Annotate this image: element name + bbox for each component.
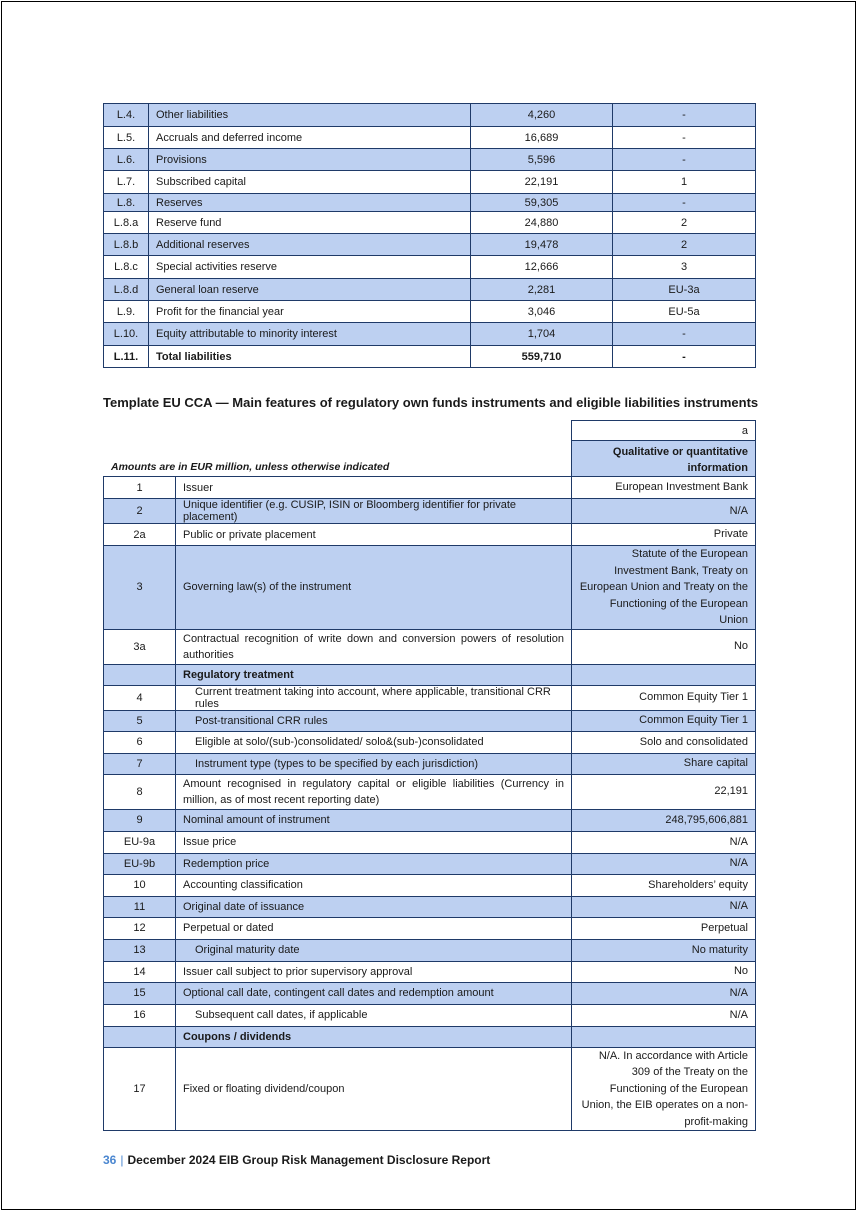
table-row xyxy=(104,301,756,323)
row-value: N/A xyxy=(572,1004,756,1026)
row-label: Instrument type (types to be specified by each jurisdiction) xyxy=(176,753,572,774)
row-value: N/A xyxy=(572,831,756,853)
row-value: Common Equity Tier 1 xyxy=(572,685,756,710)
column-letter: a xyxy=(571,420,756,441)
table-row xyxy=(104,279,756,301)
row-id: 17 xyxy=(104,1047,176,1131)
row-reference: 2 xyxy=(613,234,756,256)
table-row xyxy=(104,753,756,774)
table-row xyxy=(104,685,756,710)
row-label: Provisions xyxy=(149,149,471,171)
row-label: Current treatment taking into account, where applicable, transitional CRR rules xyxy=(176,685,572,710)
row-amount: 3,046 xyxy=(471,301,613,323)
row-amount: 559,710 xyxy=(471,346,613,368)
row-label: Issue price xyxy=(176,831,572,853)
row-label: Fixed or floating dividend/coupon xyxy=(176,1047,572,1131)
row-reference: - xyxy=(613,149,756,171)
row-label: Perpetual or dated xyxy=(176,917,572,939)
row-value: Statute of the European Investment Bank, Treaty on European Union and Treaty on the Functioning of the European Union xyxy=(572,546,756,630)
row-value: Shareholders’ equity xyxy=(572,874,756,896)
row-id: 13 xyxy=(104,939,176,961)
row-id: 11 xyxy=(104,896,176,917)
row-id: 5 xyxy=(104,710,176,731)
row-label: Public or private placement xyxy=(176,524,572,546)
row-id: 7 xyxy=(104,753,176,774)
row-value: 248,795,606,881 xyxy=(572,809,756,831)
table-row xyxy=(104,104,756,127)
row-value: No maturity xyxy=(572,939,756,961)
row-id: 4 xyxy=(104,685,176,710)
table-row xyxy=(104,256,756,279)
row-value: No xyxy=(572,961,756,982)
row-id: L.8.b xyxy=(104,234,149,256)
row-reference: - xyxy=(613,323,756,346)
page-footer xyxy=(103,1153,490,1167)
table-row xyxy=(104,1026,756,1047)
row-label: Profit for the financial year xyxy=(149,301,471,323)
row-value: N/A. In accordance with Article 309 of the Treaty on the Functioning of the European Union, the EIB operates on a non-profit-making xyxy=(572,1047,756,1131)
row-id: 10 xyxy=(104,874,176,896)
row-id: 12 xyxy=(104,917,176,939)
row-id: 2a xyxy=(104,524,176,546)
row-label: Reserves xyxy=(149,194,471,212)
row-label: General loan reserve xyxy=(149,279,471,301)
row-value: N/A xyxy=(572,896,756,917)
table-row xyxy=(104,1004,756,1026)
row-label: Reserve fund xyxy=(149,212,471,234)
table-row xyxy=(104,853,756,874)
row-label: Post-transitional CRR rules xyxy=(176,710,572,731)
row-amount: 59,305 xyxy=(471,194,613,212)
row-value: N/A xyxy=(572,499,756,524)
row-value: Perpetual xyxy=(572,917,756,939)
row-label: Redemption price xyxy=(176,853,572,874)
row-id: 16 xyxy=(104,1004,176,1026)
table-row xyxy=(104,961,756,982)
row-label: Nominal amount of instrument xyxy=(176,809,572,831)
table-row xyxy=(104,629,756,664)
row-amount: 16,689 xyxy=(471,127,613,149)
row-id: EU-9a xyxy=(104,831,176,853)
row-amount: 19,478 xyxy=(471,234,613,256)
table-row xyxy=(104,234,756,256)
row-label: Original maturity date xyxy=(176,939,572,961)
row-id: L.8.d xyxy=(104,279,149,301)
page-number: 36 xyxy=(103,1153,117,1167)
row-label: Subsequent call dates, if applicable xyxy=(176,1004,572,1026)
row-id xyxy=(104,664,176,685)
table-row xyxy=(104,212,756,234)
row-id: L.8.a xyxy=(104,212,149,234)
row-id: L.11. xyxy=(104,346,149,368)
column-header: Qualitative or quantitative information xyxy=(571,440,756,477)
row-id: 15 xyxy=(104,982,176,1004)
table-row xyxy=(104,524,756,546)
table-row xyxy=(104,939,756,961)
row-label: Amount recognised in regulatory capital or eligible liabilities (Currency in million, as of most recent reporting date) xyxy=(176,774,572,809)
row-reference: - xyxy=(613,346,756,368)
table-row xyxy=(104,127,756,149)
row-id: 14 xyxy=(104,961,176,982)
row-label: Additional reserves xyxy=(149,234,471,256)
row-reference: 1 xyxy=(613,171,756,194)
row-id: 3 xyxy=(104,546,176,630)
row-value: European Investment Bank xyxy=(572,477,756,499)
table-row xyxy=(104,982,756,1004)
row-label: Issuer call subject to prior supervisory approval xyxy=(176,961,572,982)
row-label: Governing law(s) of the instrument xyxy=(176,546,572,630)
row-reference: - xyxy=(613,194,756,212)
total-row xyxy=(104,346,756,368)
row-value xyxy=(572,1026,756,1047)
row-label: Unique identifier (e.g. CUSIP, ISIN or Bloomberg identifier for private placement) xyxy=(176,499,572,524)
row-id: 1 xyxy=(104,477,176,499)
row-reference: - xyxy=(613,127,756,149)
row-label: Original date of issuance xyxy=(176,896,572,917)
amounts-note: Amounts are in EUR million, unless otherwise indicated xyxy=(111,461,390,473)
row-id: L.8.c xyxy=(104,256,149,279)
table-row xyxy=(104,731,756,753)
row-id: L.5. xyxy=(104,127,149,149)
row-amount: 24,880 xyxy=(471,212,613,234)
row-reference: EU-5a xyxy=(613,301,756,323)
row-reference: EU-3a xyxy=(613,279,756,301)
row-label: Accruals and deferred income xyxy=(149,127,471,149)
table-row xyxy=(104,546,756,630)
row-amount: 1,704 xyxy=(471,323,613,346)
row-label: Special activities reserve xyxy=(149,256,471,279)
row-label: Accounting classification xyxy=(176,874,572,896)
table-row xyxy=(104,477,756,499)
section-title: Template EU CCA — Main features of regulatory own funds instruments and eligible liabilities instruments xyxy=(103,395,759,410)
row-value: Share capital xyxy=(572,753,756,774)
table-row xyxy=(104,831,756,853)
row-label: Other liabilities xyxy=(149,104,471,127)
row-id: L.9. xyxy=(104,301,149,323)
row-value xyxy=(572,664,756,685)
row-value: N/A xyxy=(572,982,756,1004)
table-row xyxy=(104,149,756,171)
row-value: Solo and consolidated xyxy=(572,731,756,753)
row-label: Coupons / dividends xyxy=(176,1026,572,1047)
row-id: 3a xyxy=(104,629,176,664)
table-row xyxy=(104,323,756,346)
row-amount: 2,281 xyxy=(471,279,613,301)
row-value: Private xyxy=(572,524,756,546)
row-id: 2 xyxy=(104,499,176,524)
row-reference: - xyxy=(613,104,756,127)
row-label: Contractual recognition of write down and conversion powers of resolution authorities xyxy=(176,629,572,664)
table-row xyxy=(104,774,756,809)
cca-table xyxy=(103,476,756,1131)
row-label: Equity attributable to minority interest xyxy=(149,323,471,346)
row-amount: 4,260 xyxy=(471,104,613,127)
row-id: L.7. xyxy=(104,171,149,194)
row-label: Eligible at solo/(sub-)consolidated/ solo&(sub-)consolidated xyxy=(176,731,572,753)
row-label: Total liabilities xyxy=(149,346,471,368)
row-amount: 22,191 xyxy=(471,171,613,194)
table-row xyxy=(104,710,756,731)
row-value: 22,191 xyxy=(572,774,756,809)
row-reference: 3 xyxy=(613,256,756,279)
table-row xyxy=(104,809,756,831)
row-value: No xyxy=(572,629,756,664)
row-value: Common Equity Tier 1 xyxy=(572,710,756,731)
row-id: 6 xyxy=(104,731,176,753)
report-title: December 2024 EIB Group Risk Management Disclosure Report xyxy=(127,1153,491,1167)
footer-separator: | xyxy=(120,1153,124,1167)
table-row xyxy=(104,499,756,524)
row-id: EU-9b xyxy=(104,853,176,874)
table-row xyxy=(104,664,756,685)
row-reference: 2 xyxy=(613,212,756,234)
table-row xyxy=(104,1047,756,1131)
row-id: 9 xyxy=(104,809,176,831)
row-id: 8 xyxy=(104,774,176,809)
row-id: L.8. xyxy=(104,194,149,212)
row-amount: 12,666 xyxy=(471,256,613,279)
row-id xyxy=(104,1026,176,1047)
table-row xyxy=(104,917,756,939)
row-id: L.4. xyxy=(104,104,149,127)
table-row xyxy=(104,896,756,917)
row-amount: 5,596 xyxy=(471,149,613,171)
row-label: Issuer xyxy=(176,477,572,499)
table-row xyxy=(104,874,756,896)
row-label: Regulatory treatment xyxy=(176,664,572,685)
row-id: L.10. xyxy=(104,323,149,346)
row-label: Subscribed capital xyxy=(149,171,471,194)
liabilities-table xyxy=(103,103,756,368)
table-row xyxy=(104,194,756,212)
row-value: N/A xyxy=(572,853,756,874)
row-id: L.6. xyxy=(104,149,149,171)
table-row xyxy=(104,171,756,194)
row-label: Optional call date, contingent call dates and redemption amount xyxy=(176,982,572,1004)
